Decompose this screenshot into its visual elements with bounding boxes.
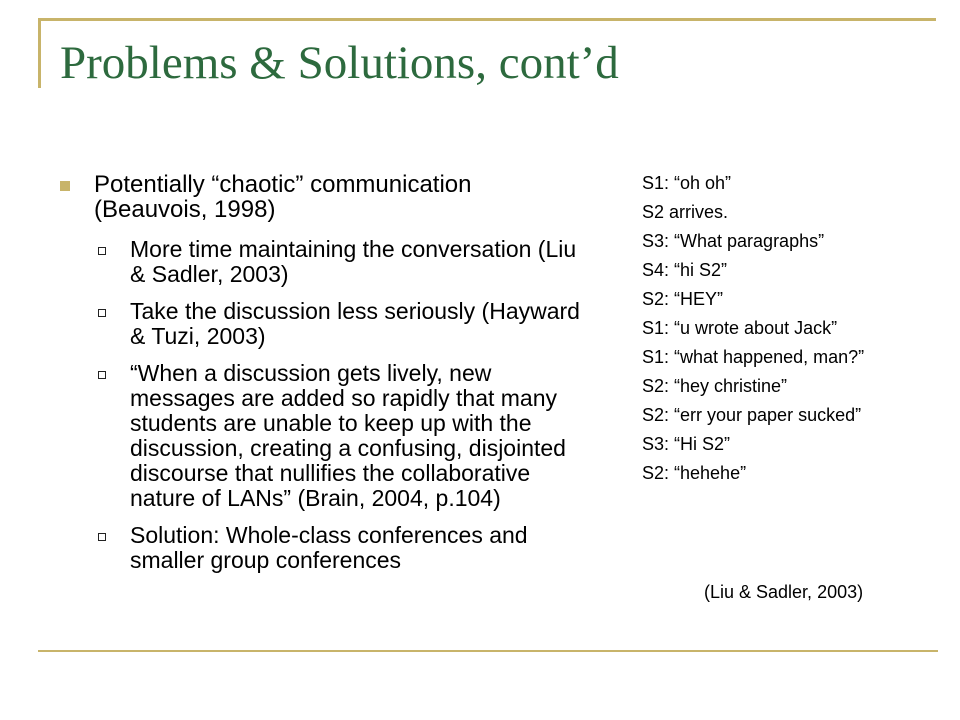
hollow-square-bullet-icon [98, 309, 106, 317]
sub-bullet [60, 237, 580, 287]
main-bullet [60, 172, 580, 222]
hollow-square-bullet-icon [98, 371, 106, 379]
sub-bullet-text: More time maintaining the conversation (Liu & Sadler, 2003) [130, 236, 577, 287]
chat-line: S2: “err your paper sucked” [642, 405, 862, 425]
sub-bullet-text: Solution: Whole-class conferences and smaller group conferences [130, 522, 528, 573]
frame-left-rule [38, 18, 41, 88]
left-column [60, 172, 580, 585]
chat-line: S2: “hey christine” [642, 376, 788, 396]
chat-line: S2: “HEY” [642, 289, 724, 309]
chat-line: S1: “oh oh” [642, 173, 732, 193]
bottom-rule [38, 650, 938, 652]
slide-title: Problems & Solutions, cont’d [60, 37, 619, 89]
chat-line: S1: “what happened, man?” [642, 347, 865, 367]
chat-line: S4: “hi S2” [642, 260, 728, 280]
chat-line: S2 arrives. [642, 202, 729, 222]
sub-bullet-text: “When a discussion gets lively, new messages are added so rapidly that many students are unable to keep up with the discussion, creating a confusing, disjointed discourse that nullifies the collaborative nature of LANs” (Brain, 2004, p.104) [130, 360, 566, 511]
chat-transcript [642, 172, 932, 491]
frame-top-rule [38, 18, 936, 21]
main-bullet-text: Potentially “chaotic” communication (Beauvois, 1998) [94, 171, 472, 223]
chat-line: S3: “What paragraphs” [642, 231, 825, 251]
sub-bullet [60, 361, 580, 511]
chat-line: S1: “u wrote about Jack” [642, 318, 838, 338]
square-bullet-icon [60, 181, 70, 191]
hollow-square-bullet-icon [98, 247, 106, 255]
chat-line: S3: “Hi S2” [642, 434, 731, 454]
chat-line: S2: “hehehe” [642, 463, 747, 483]
sub-bullet [60, 299, 580, 349]
hollow-square-bullet-icon [98, 533, 106, 541]
sub-bullet-text: Take the discussion less seriously (Hayward & Tuzi, 2003) [130, 298, 580, 349]
citation: (Liu & Sadler, 2003) [704, 582, 864, 602]
sub-bullet [60, 523, 580, 573]
